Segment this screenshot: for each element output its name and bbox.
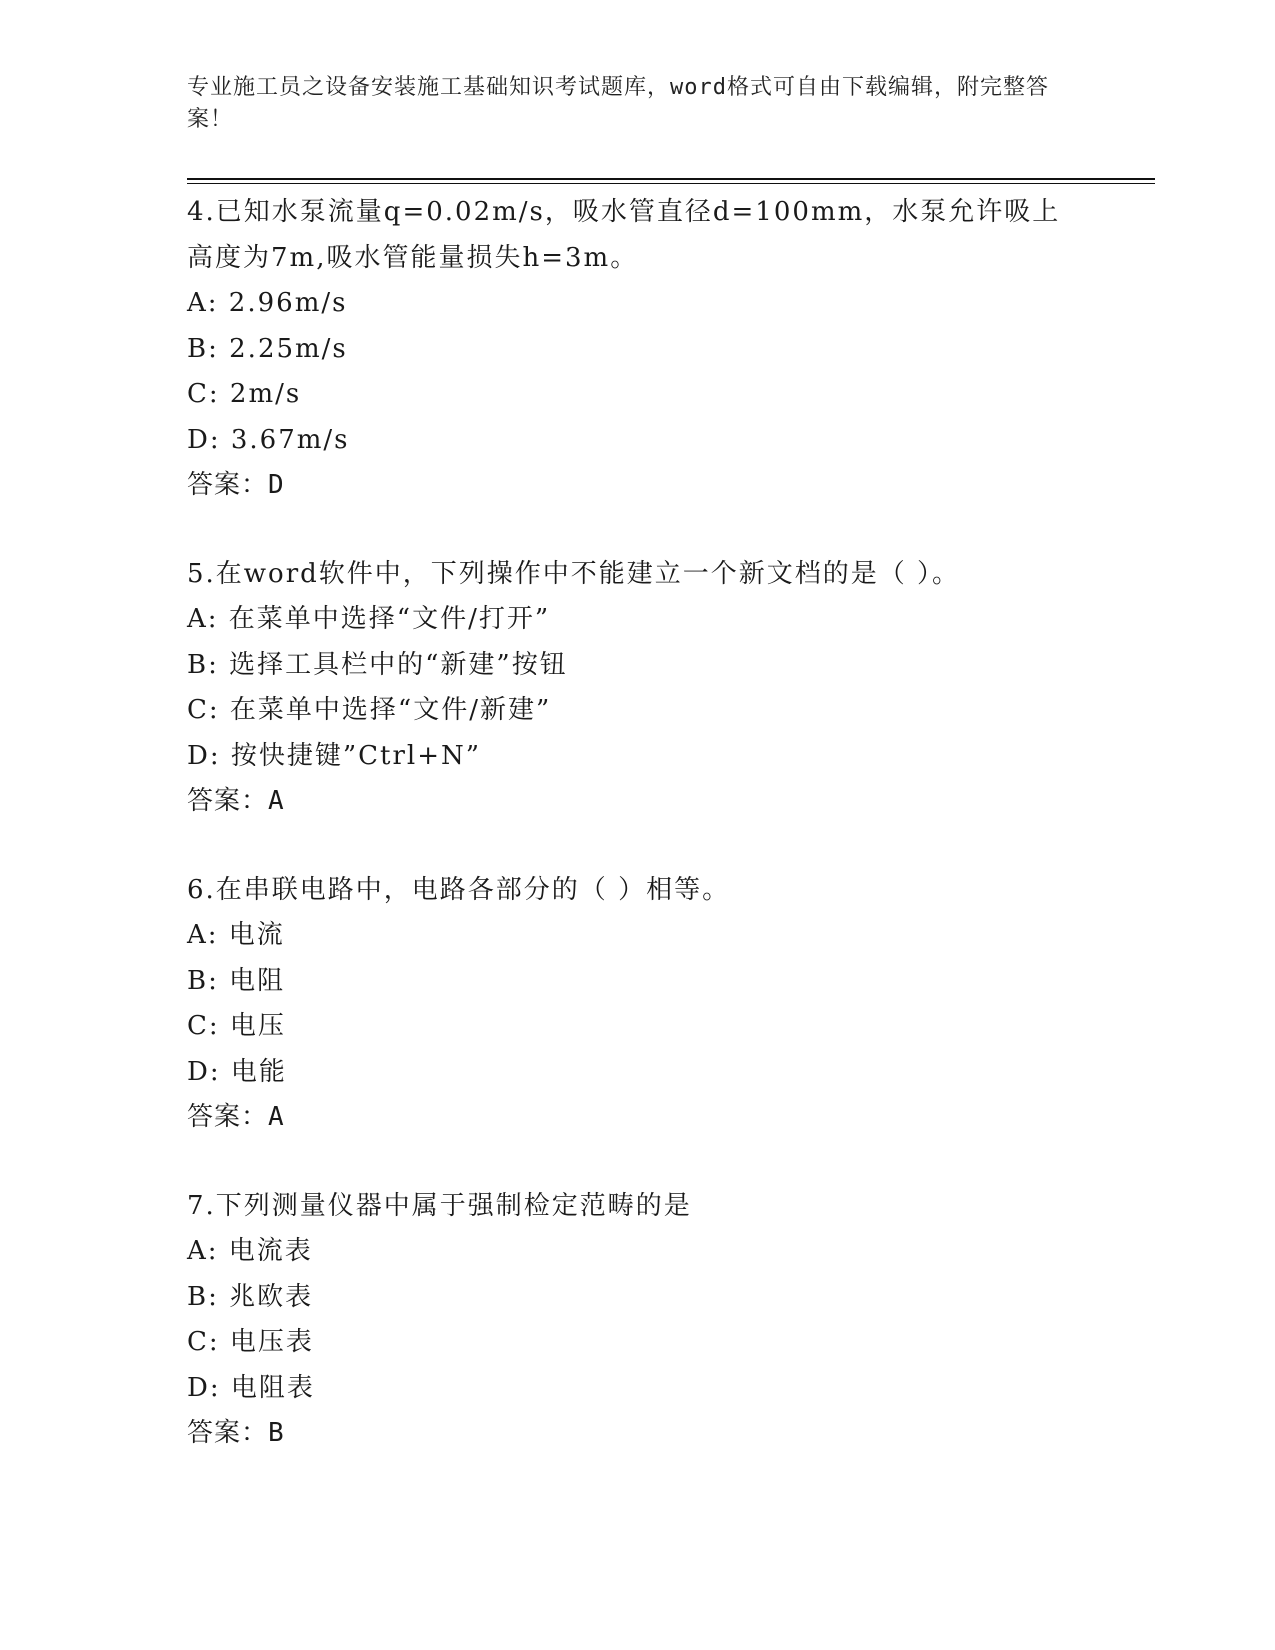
option-b: B: 兆欧表 (187, 1281, 314, 1312)
question-list (187, 190, 1087, 1500)
header-divider-thin (187, 183, 1155, 184)
answer-label: 答案：A (187, 786, 285, 816)
answer-label: 答案：B (187, 1418, 285, 1448)
answer-label: 答案：A (187, 1102, 285, 1132)
option-a: A: 电流表 (187, 1236, 313, 1266)
question-7 (187, 1184, 1087, 1457)
question-4 (187, 190, 1087, 509)
option-c: C: 在菜单中选择“文件/新建” (187, 695, 552, 725)
option-c: C: 2m/s (187, 379, 302, 409)
option-c: C: 电压 (187, 1011, 286, 1041)
option-d: D: 3.67m/s (187, 424, 350, 455)
option-a: A: 在菜单中选择“文件/打开” (187, 604, 551, 634)
option-b: B: 2.25m/s (187, 333, 348, 364)
question-6 (187, 868, 1087, 1141)
question-5 (187, 552, 1087, 825)
option-a: A: 2.96m/s (187, 288, 348, 318)
answer-label: 答案：D (187, 470, 285, 500)
option-d: D: 按快捷键”Ctrl+N” (187, 740, 482, 771)
header-divider-thick (187, 178, 1155, 180)
question-stem: 7.下列测量仪器中属于强制检定范畴的是 (187, 1190, 692, 1221)
option-d: D: 电阻表 (187, 1372, 315, 1403)
question-stem: 4.已知水泵流量q=0.02m/s，吸水管直径d=100mm，水泵允许吸上高度为7m,吸水管能量损失h=3m。 (187, 197, 1061, 273)
option-d: D: 电能 (187, 1056, 287, 1087)
document-header: 专业施工员之设备安装施工基础知识考试题库，word格式可自由下载编辑，附完整答案！ (187, 75, 1049, 132)
question-stem: 6.在串联电路中，电路各部分的（ ）相等。 (187, 874, 731, 905)
question-stem: 5.在word软件中，下列操作中不能建立一个新文档的是（ ）。 (187, 558, 961, 589)
option-c: C: 电压表 (187, 1327, 314, 1357)
option-b: B: 电阻 (187, 965, 286, 996)
option-b: B: 选择工具栏中的“新建”按钮 (187, 649, 568, 680)
option-a: A: 电流 (187, 920, 285, 950)
